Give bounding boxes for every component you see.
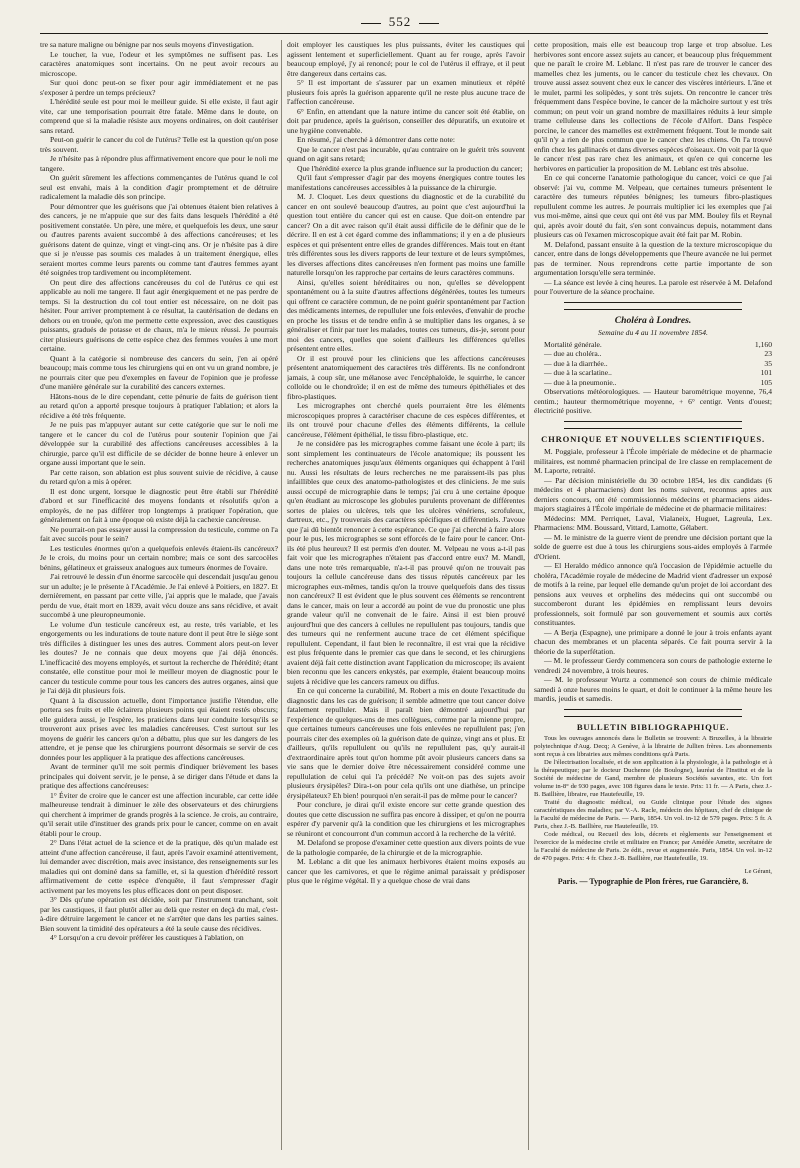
cholera-heading: Choléra à Londres.	[614, 314, 692, 326]
stat-value: 23	[764, 349, 772, 358]
paragraph: Je ne puis pas m'appuyer autant sur cette catégorie que sur le noli me tangere et le cancer du col de l'utérus pour soutenir l'opinion que j'ai développée sur la curabilité des affections cancéreuses accessibles à la chirurgie, parce qu'il est difficile de se décider de bonne heure à enlever un organe aussi important que le sein.	[40, 420, 278, 467]
paragraph: — M. le ministre de la guerre vient de prendre une décision portant que la solde de guerre est due à tous les chirurgiens sous-aides employés à l'armée d'Orient.	[534, 532, 772, 561]
paragraph: cette proposition, mais elle est beaucoup trop large et trop absolue. Les herbivores sont encore assez sujets au cancer, et beaucoup plus fréquemment que ne paraît le croire M. Leblanc. Il n'est pas rare de trouver le cancer des mamelles chez les juments, ou le cancer du testicule chez les chevaux. On trouve aussi assez souvent chez eux le cancer des viscères intérieurs. L'âne et le mulet, parmi les solipèdes, y sont très sujets. On rencontre le cancer très fréquemment dans l'espèce bovine, le cancer de la mâchoire surtout y est très commun; on peut voir un grand nombre de maxillaires réduits à leur simple trame celluleuse dans les collections de l'école d'Alfort. Dans l'espèce porcine, le cancer des mamelles est extrêmement fréquent. Tout le monde sait qu'il n'y a rien de plus commun que le cancer chez les chiens. On l'a trouvé enfin chez les gallinacés et dans diverses espèces d'oiseaux. On voit par là que le cancer n'est pas rare chez les animaux, et qu'en ce qui concerne les herbivores en particulier la proposition de M. Leblanc est très absolue.	[534, 40, 772, 173]
paragraph: tre sa nature maligne ou bénigne par nos seuls moyens d'investigation.	[40, 40, 254, 49]
paragraph: — A Berja (Espagne), une primipare a donné le jour à trois enfants ayant chacun des membranes et un placenta séparés. Ce fait pourra servir à la théorie de la superfétation.	[534, 627, 772, 656]
bibliography-entry: De l'électrisation localisée, et de son application à la physiologie, à la pathologie et à la thérapeutique; par le docteur Duchenne (de Boulogne), lauréat de l'Institut et de la Société de médecine de Gand, membre de plusieurs Sociétés savantes, etc. Un fort volume in-8° de 930 pages, avec 108 figures dans le texte. Prix: 11 fr. — A Paris, chez J.-B. Baillière, libraire, rue Hautefeuille, 19.	[534, 759, 772, 798]
paragraph: — M. le professeur Wurtz a commencé son cours de chimie médicale samedi à onze heures moins le quart, et doit le continuer à la même heure les mardis, jeudis et samedis.	[534, 675, 772, 703]
stat-value: 105	[760, 377, 772, 387]
paragraph: Par cette raison, son ablation est plus souvent suivie de récidive, à cause du retard qu'on a mis à opérer.	[40, 467, 278, 486]
paragraph: J'ai retrouvé le dessin d'un énorme sarcocèle qui descendait jusqu'au genou sur un adulte; je le présente à l'Académie. Je l'ai enlevé à Poitiers, en 1827. Et dernièrement, en passant par cette ville, j'ai appris que le malade, que j'avais perdu de vue, était mort en 1839, avait vécu douze ans sans récidive, et avait succombé à une pleuropneumonie.	[40, 572, 278, 619]
stat-label: — due à la diarrhée..	[544, 358, 608, 368]
paragraph: Il est donc urgent, lorsque le diagnostic peut être établi sur l'hérédité d'abord et sur l'inefficacité des moyens fondants et résolutifs qu'on a employés, de ne pas différer trop longtemps à pratiquer l'opération, que généralement on fait à une époque où existe déjà la cachexie cancéreuse.	[40, 486, 278, 524]
printer-imprint: Paris. — Typographie de Plon frères, rue Garancière, 8.	[557, 876, 749, 886]
stat-value: 101	[760, 368, 772, 377]
paragraph: 5° Il est important de s'assurer par un examen minutieux et répété plusieurs fois après la guérison apparente qu'il ne reste plus aucune trace de l'affection cancéreuse.	[287, 78, 525, 106]
paragraph: Pour conclure, je dirai qu'il existe encore sur cette grande question des doutes que cette discussion ne suffira pas encore à dissiper, et qu'on ne pourra espérer d'y parvenir qu'à la condition que les chirurgiens et les micrographes se réuniront et concourront d'un commun accord à la recherche de la vérité.	[287, 800, 525, 838]
paragraph: Ne pourrait-on pas essayer aussi la compression du testicule, comme on l'a fait avec succès pour le sein?	[40, 524, 278, 543]
paragraph: M. J. Cloquet. Les deux questions du diagnostic et de la curabilité du cancer en ont soulevé beaucoup d'autres, au point que c'est aujourd'hui la question tout entière du cancer qui est en cause. Que doit-on entendre par cancer? On a dit avec raison qu'il était aussi difficile de le définir que de le décrire. Il en est à cet égard comme des inflammations; il y en a de plusieurs espèces et qui présentent entre elles de grandes différences. Mais tout en étant très différentes sous les divers rapports de leur texture et de leurs symptômes, les diverses affections dites cancéreuses n'en forment pas moins une famille naturelle lorsqu'on les rapproche par certains de leurs caractères communs.	[287, 192, 525, 277]
paragraph: Avant de terminer qu'il me soit permis d'indiquer brièvement les bases principales qui doivent servir, je le pense, à se diriger dans l'étude et dans la pratique des affections cancéreuses:	[40, 762, 278, 790]
column-2	[287, 40, 525, 1130]
paragraph: Quant à la discussion actuelle, dont l'importance justifie l'étendue, elle portera ses fruits et elle éclairera plusieurs points qui étaient restés obscurs; elle guidera aussi, je l'espère, les praticiens dans leur conduite lorsqu'ils se trouveront aux prises avec les maladies cancéreuses. C'est surtout sur les moyens de guérir les cancers qu'on a débattu, plus que sur les dangers de les attendre, et je pense que les chirurgiens pourront désormais se servir de ces données pour les appliquer à la pratique des affections cancéreuses.	[40, 695, 278, 762]
paragraph: — Par décision ministérielle du 30 octobre 1854, les dix candidats (6 médecins et 4 pharmaciens) dont les noms suivent, reconnus aptes aux derniers concours, ont été commissionnés médecins et pharmaciens aides-majors stagiaires à l'École impériale de médecine et de pharmacie militaires:	[534, 475, 772, 513]
paragraph: 4° Lorsqu'on a cru devoir préférer les caustiques à l'ablation, on	[50, 933, 244, 942]
bibliography-entry: Code médical, ou Recueil des lois, décrets et règlements sur l'enseignement et l'exercice de la médecine civile et militaire en France; par Amédée Amette, secrétaire de la Faculté de médecine de Paris. 2e édit., revue et augmentée. Paris, 1854. Un vol. in-12 de 470 pages. Prix: 4 fr. Chez J.-B. Baillière, rue Hautefeuille, 19.	[534, 831, 772, 862]
paragraph: Que le cancer n'est pas incurable, qu'au contraire on le guérit très souvent quand on agit sans retard;	[287, 144, 525, 163]
stat-row	[534, 340, 772, 350]
paragraph: doit employer les caustiques les plus puissants, éviter les caustiques qui agissent lentement et superficiellement. Quant au fer rouge, après l'avoir beaucoup employé, j'y ai renoncé; pour le col de l'utérus il effraye, et il peut être dangereux dans certains cas.	[287, 40, 525, 78]
stat-value: 1,160	[754, 339, 772, 349]
stat-label: Mortalité générale.	[544, 339, 602, 349]
paragraph: Le volume d'un testicule cancéreux est, au reste, très variable, et les engorgements ou les indurations de toute nature dont il peut être le siège sont très difficiles à distinguer les unes des autres. Comment alors peut-on lever les doutes? Je ne connais que deux moyens que j'ai déjà énoncés. L'inefficacité des moyens employés, et surtout la recherche de l'hérédité; étant constatée, elle constitue pour moi le meilleur moyen de diagnostic pour le cancer du testicule comme pour tous les cancers des autres organes, ainsi que je l'ai déjà dit plusieurs fois.	[40, 619, 278, 695]
paragraph: 3° Dès qu'une opération est décidée, soit par l'instrument tranchant, soit par les caustiques, il faut plutôt aller au delà que rester en deçà du mal, c'est-à-dire détruire largement le cancer et ne s'arrêter que dans les parties saines. Bien souvent la timidité des opérateurs a été la seule cause des récidives.	[40, 895, 278, 933]
stat-label: — due au choléra..	[544, 349, 602, 358]
paragraph: 2° Dans l'état actuel de la science et de la pratique, dès qu'un malade est atteint d'une affection cancéreuse, il faut, après l'avoir examiné attentivement, lui demander avec discrétion, mais avec insistance, des renseignements sur les maladies qui ont dominé dans sa famille, et, si la question d'hérédité ressort affirmativement de cette espèce d'enquête, il faut s'empresser d'agir activement par les moyens les plus efficaces dont on peut disposer.	[40, 838, 278, 895]
paragraph: Le toucher, la vue, l'odeur et les symptômes ne suffisent pas. Les caractères anatomiques sont incertains. On ne peut avoir recours au microscope.	[40, 49, 278, 78]
paragraph: Les testicules énormes qu'on a quelquefois enlevés étaient-ils cancéreux? Je le crois, du moins pour un certain nombre; mais ce sont des sarcocèles bénins, gélatineux et graisseux analogues aux tumeurs énormes de l'ovaire.	[40, 543, 278, 572]
bulletin-heading: BULLETIN BIBLIOGRAPHIQUE.	[576, 721, 730, 732]
chronique-heading: CHRONIQUE ET NOUVELLES SCIENTIFIQUES.	[541, 433, 765, 444]
paragraph: On peut dire des affections cancéreuses du col de l'utérus ce qui est applicable au noli me tangere. Il faut agir énergiquement et ne pas perdre de temps. Si la destruction du col tout entier est nécessaire, on ne doit pas hésiter. Pour arriver promptement à ce résultat, la cautérisation de dedans en dehors ou en trouée, qu'on me permette cette expression, avec des caustiques puissants, gradués de potasse et de chaux, m'a le mieux réussi. Je pourrais citer plusieurs guérisons de cette espèce chez des femmes vouées à une mort certaine.	[40, 277, 278, 353]
paragraph: Je n'hésite pas à répondre plus affirmativement encore que pour le noli me tangere.	[40, 154, 278, 173]
section-divider	[564, 709, 742, 717]
stat-value: 35	[764, 358, 772, 368]
paragraph: Je ne considère pas les micrographes comme faisant une école à part; ils sont simplement les continuateurs de l'école anatomique; ils poussent les recherches anatomiques jusqu'aux éléments organiques qui échappent à l'œil nu. Aussi les résultats de leurs recherches ne me paraissent-ils pas plus infaillibles que ceux des anatomo-pathologistes et des cliniciens. Je me suis aussi occupé de micrographie dans le temps; j'ai cru à une certaine époque qu'en étudiant au microscope les globules purulents provenant de différentes sortes de plaies ou ulcères, tels que les ulcères vénériens, scrofuleux, dartreux, etc., j'y trouverais des caractères spécifiques et différentiels. J'avoue que j'ai dû bientôt renoncer à cette espérance. Ce que j'ai cherché à faire alors pour le pus, les micrographes se sont efforcés de le faire pour le cancer. Ont-ils été plus heureux? Il est permis d'en douter. M. Velpeau ne vous a-t-il pas fait voir que les micrographes n'étaient pas d'accord entre eux? M. Mandl, dans une note très remarquable, n'a-t-il pas prouvé qu'on ne trouvait pas toujours la cellule cancéreuse dans des tissus réputés cancéreux par les micrographes eux-mêmes, tandis qu'on la trouve quelquefois dans des tissus non cancéreux? Il est évident que le plus souvent ces éléments se rencontrent dans le cancer, mais on leur a accordé au point de vue du pronostic une plus grande valeur qu'il ne convenait de le faire. Ainsi il est bien prouvé aujourd'hui que des cancers à cellules ne repullulent pas toujours, tandis que des tumeurs qui ne renferment aucune trace de cet élément spécifique repullulent. Cependant, il faut bien le reconnaître, il est vrai que la récidive est plus fréquente dans le premier cas que dans le second, et les chirurgiens avaient déjà fait cette distinction avant l'application du microscope; ils avaient bien reconnu que les cancers enkystés, par exemple, étaient beaucoup moins sujets à récidive que les cancers rameux ou diffus.	[287, 439, 525, 686]
column-3	[534, 40, 772, 1130]
section-divider	[564, 302, 742, 310]
stat-label: — due à la scarlatine..	[544, 368, 612, 377]
paragraph: En ce qui concerne l'anatomie pathologique du cancer, voici ce que j'ai observé: j'ai vu, comme M. Velpeau, que certaines tumeurs présentent le caractère des tumeurs réputées bénignes; les tumeurs fibro-plastiques repullulent comme les autres. Je pourrais multiplier ici les exemples que j'ai vus moi-même, ainsi que ceux qui ont été vus par MM. Bouley fils et Reynal qui, après avoir douté du fait, s'en sont convaincus depuis, notamment dans plusieurs cas où l'examen microscopique avait été fait par M. Robin.	[534, 173, 772, 239]
column-1	[40, 40, 278, 1130]
page-number: 552	[0, 14, 800, 30]
paragraph: Peut-on guérir le cancer du col de l'utérus? Telle est la question qu'on pose très souvent.	[40, 135, 278, 154]
paragraph: On guérit sûrement les affections commençantes de l'utérus quand le col seul est envahi, mais à la condition d'agir promptement et de détruire radicalement la maladie dès son principe.	[40, 173, 278, 201]
paragraph: Quant à la catégorie si nombreuse des cancers du sein, j'en ai opéré beaucoup; mais comme tous les chirurgiens qui en ont vu un grand nombre, je ne pourrais citer que peu d'exemples en faveur de l'opinion que je professe d'une manière générale sur la curabilité des cancers externes.	[40, 353, 278, 391]
paragraph: 6° Enfin, en attendant que la nature intime du cancer soit été établie, on doit par prudence, après la guérison, conseiller des dépuratifs, un exutoire et une hygiène convenable.	[287, 106, 525, 135]
paragraph: Hâtons-nous de le dire cependant, cette pénurie de faits de guérison tient au retard qu'on a apporté presque toujours à pratiquer l'ablation; et alors la récidive a été très fréquente.	[40, 391, 278, 420]
stat-label: — due à la pneumonie..	[544, 377, 617, 387]
stat-row	[534, 368, 772, 378]
meteo-note: Observations météorologiques. — Hauteur barométrique moyenne, 76,4 centim.; hauteur thermométrique moyenne, + 6° centigr. Vents d'ouest; électricité positive.	[534, 387, 772, 415]
stat-row	[534, 359, 772, 369]
gerant-signature: Le Gérant,	[744, 868, 772, 875]
bibliography-entry: Traité du diagnostic médical, ou Guide clinique pour l'étude des signes caractéristiques des maladies; par V.-A. Racle, médecin des hôpitaux, chef de clinique de la Faculté de médecine de Paris. — Paris, 1854. Un vol. in-12 de 579 pages. Prix: 5 fr. A Paris, chez J.-B. Baillière, rue Hautefeuille, 19.	[534, 799, 772, 830]
paragraph: M. Delafond se propose d'examiner cette question aux divers points de vue de la pathologie comparée, de la chirurgie et de la micrographie.	[287, 838, 525, 857]
paragraph: Or il est prouvé pour les cliniciens que les affections cancéreuses présentent anatomiquement des caractères très différents. Ils ne confondront jamais, à coup sûr, une mélanose avec l'encéphaloïde, le squirrhe, le cancer colloïde ou le chondroïde; il en est de même des tumeurs épithéliales et des fibro-plastiques.	[287, 353, 525, 401]
paragraph: Les micrographes ont cherché quels pourraient être les éléments microscopiques propres à caractériser chacune de ces espèces différentes, et ils ont trouvé pour chacune d'elles des éléments différents, la cellule cancéreuse, l'élément épithélial, le tissu fibro-plastique, etc.	[287, 401, 525, 439]
column-divider	[281, 40, 282, 1150]
paragraph: M. Poggiale, professeur à l'École impériale de médecine et de pharmacie militaires, est nommé pharmacien principal de 1re classe en remplacement de M. Laporte, retraité.	[534, 447, 772, 475]
cholera-subheading: Semaine du 4 au 11 novembre 1854.	[598, 328, 708, 337]
paragraph: Pour démontrer que les guérisons que j'ai obtenues étaient bien relatives à des cancers, je ne m'appuie que sur des faits dans lesquels l'hérédité a été positivement constatée. Un père, une mère, et quelquefois les deux, une sœur ou d'autres parents avaient succombé à des affections cancéreuses; et les guérisons datent de quinze, vingt et vingt-cinq ans. Or je n'hésite pas à dire que si je n'eusse pas soumis ces malades à un traitement énergique, elles seraient mortes comme leurs parents ou comme tant d'autres femmes ayant été soignées trop tardivement ou incomplètement.	[40, 201, 278, 277]
paragraph: M. Delafond, passant ensuite à la question de la texture microscopique du cancer, entre dans de longs développements que l'heure avancée ne lui permet pas de terminer. Nous reprendrons cette partie importante de son argumentation lorsqu'elle sera terminée.	[534, 239, 772, 277]
paragraph: 1° Éviter de croire que le cancer est une affection incurable, car cette idée malheureuse tendrait à diminuer le zèle des observateurs et des chirurgiens qui cherchent à imprimer de grands progrès à la science. Je crois, au contraire, qu'il serait utile d'instituer des grands prix pour le cancer, comme on en avait établi pour le croup.	[40, 790, 278, 838]
paragraph: — El Heraldo médico annonce qu'à l'occasion de l'épidémie actuelle du choléra, l'Académie royale de médecine de Madrid vient d'adresser un exposé de motifs à la reine, par lequel elle demande qu'un projet de loi accordant des pensions aux veuves et orphelins des médecins qui ont succombé ou succomberont durant les épidémies en remplissant leurs devoirs professionnels, soit formulé par son gouvernement et soumis aux cortès constituantes.	[534, 561, 772, 627]
paragraph: L'hérédité seule est pour moi le meilleur guide. Si elle existe, il faut agir vite, car une temporisation pourrait être fatale. Même dans le doute, on comprend que si la maladie résiste aux moyens ordinaires, on doit cautériser sans retard.	[40, 97, 278, 135]
header-rule	[40, 33, 768, 34]
paragraph: En ce qui concerne la curabilité, M. Robert a mis en doute l'exactitude du diagnostic dans les cas de guérison; il semble admettre que tout cancer doive fatalement repulluler. Mais il paraît bien démontré aujourd'hui par l'expérience de quelques-uns de mes collègues, comme par la mienne propre, que certaines tumeurs cancéreuses une fois enlevées ne repullulent pas; j'en pourrais citer des exemples où la guérison date de quinze, vingt ans et plus. Et d'ailleurs, qu'ils repullulent ou qu'ils ne repullulent pas, qu'y aurait-il d'extraordinaire après tout qu'on homme pût avoir plusieurs cancers dans sa vie sans que le dernier doive être nécessairement considéré comme une repullulation de celui qui l'a précédé? Ne voit-on pas des sujets avoir plusieurs érysipèles? Dira-t-on pour cela qu'ils ont une diathèse, un principe érysipélateux? Eh bien! pourquoi n'en serait-il pas de même pour le cancer?	[287, 686, 525, 800]
paragraph: — M. le professeur Gerdy commencera son cours de pathologie externe le vendredi 24 novembre, à trois heures.	[534, 656, 772, 675]
paragraph: Que l'hérédité exerce la plus grande influence sur la production du cancer;	[297, 163, 523, 173]
paragraph: M. Leblanc a dit que les animaux herbivores étaient moins exposés au cancer que les carnivores, et que le régime animal paraissait y prédisposer plus que le régime végétal. Il y a quelque chose de vrai dans	[287, 857, 525, 885]
paragraph: En résumé, j'ai cherché à démontrer dans cette note:	[297, 135, 456, 144]
stat-row	[534, 349, 772, 359]
column-divider	[528, 40, 529, 1150]
stat-row	[534, 378, 772, 388]
paragraph: Ainsi, qu'elles soient héréditaires ou non, qu'elles se développent spontanément ou à la suite d'autres affections dégénérées, toutes les tumeurs qui offrent ce caractère commun, de ne point guérir spontanément par l'action des médicaments internes, de repulluler une fois enlevées, d'envahir de proche en proche les tissus et de tendre enfin à se multiplier dans les organes, à se généraliser et finir par tuer les malades, toutes ces tumeurs, dis-je, seront pour moi des cancers, quelles que soient d'ailleurs les différences qu'elles présentent entre elles.	[287, 277, 525, 353]
paragraph: Qu'il faut s'empresser d'agir par des moyens énergiques contre toutes les manifestations cancéreuses accessibles à la puissance de la chirurgie.	[287, 173, 525, 192]
paragraph: Médecins: MM. Perriquet, Laval, Vialaneix, Huguet, Lagreula, Lex. Pharmaciens: MM. Boussard, Vittard, Lamotte, Gélabert.	[534, 513, 772, 532]
paragraph: — La séance est levée à cinq heures. La parole est réservée à M. Delafond pour l'ouverture de la séance prochaine.	[534, 277, 772, 296]
paragraph: Sur quoi donc peut-on se fixer pour agir immédiatement et ne pas s'exposer à perdre un temps précieux?	[40, 78, 278, 97]
bulletin-notice: Tous les ouvrages annoncés dans le Bulletin se trouvent: A Bruxelles, à la librairie polytechnique d'Aug. Decq; A Genève, à la librairie de Jullien frères. Les abonnements sont reçus à ces librairies aux mêmes conditions qu'à Paris.	[534, 735, 772, 758]
section-divider	[564, 421, 742, 429]
